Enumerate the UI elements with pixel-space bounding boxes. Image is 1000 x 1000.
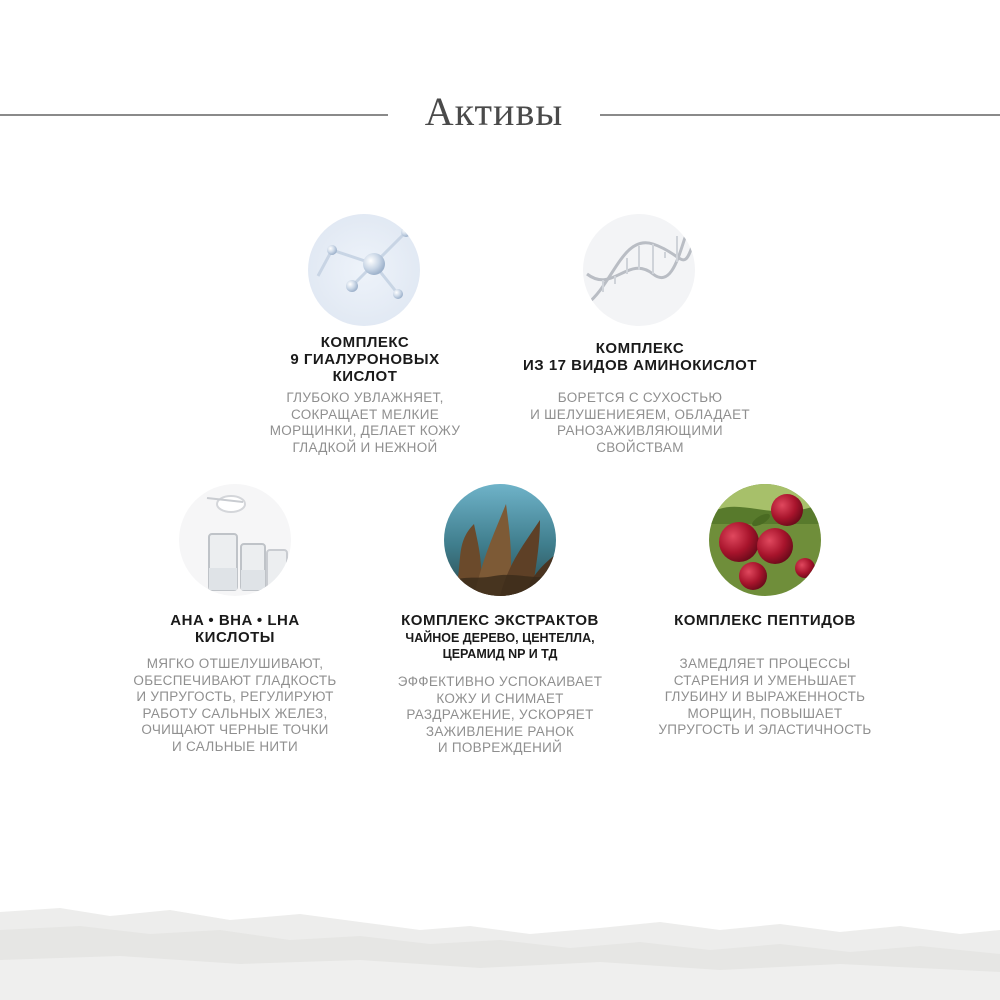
item-title: КОМПЛЕКС 9 ГИАЛУРОНОВЫХ КИСЛОТ [290, 334, 440, 385]
active-item-peptides [640, 484, 890, 764]
item-title: AHA • BHA • LHA КИСЛОТЫ [170, 612, 300, 646]
item-description: ЗАМЕДЛЯЕТ ПРОЦЕССЫ СТАРЕНИЯ И УМЕНЬШАЕТ ГЛУБИНУ И ВЫРАЖЕННОСТЬ МОРЩИН, ПОВЫШАЕТ УПРУГОСТЬ И ЭЛАСТИЧНОСТЬ [658, 656, 872, 737]
item-title: КОМПЛЕКС ПЕПТИДОВ [674, 612, 856, 629]
item-description: ЭФФЕКТИВНО УСПОКАИВАЕТ КОЖУ И СНИМАЕТ РАЗДРАЖЕНИЕ, УСКОРЯЕТ ЗАЖИВЛЕНИЕ РАНОК И ПОВРЕЖДЕНИЙ [397, 674, 603, 755]
seaweed-icon [444, 484, 556, 596]
apple-icon [709, 484, 821, 596]
item-description: БОРЕТСЯ С СУХОСТЬЮ И ШЕЛУШЕНИЕЯЕМ, ОБЛАДАЕТ РАНОЗАЖИВЛЯЮЩИМИ СВОЙСТВАМ [530, 390, 750, 455]
active-item-amino-acids [490, 214, 790, 464]
torn-paper-decoration [0, 900, 1000, 1000]
item-title: КОМПЛЕКС ЭКСТРАКТОВ [401, 612, 599, 629]
item-description: ГЛУБОКО УВЛАЖНЯЕТ, СОКРАЩАЕТ МЕЛКИЕ МОРЩИНКИ, ДЕЛАЕТ КОЖУ ГЛАДКОЙ И НЕЖНОЙ [269, 390, 461, 455]
item-title: КОМПЛЕКС ИЗ 17 ВИДОВ АМИНОКИСЛОТ [522, 340, 758, 374]
dna-icon [583, 214, 695, 326]
lab-glass-icon [179, 484, 291, 596]
active-item-hyaluronic [240, 214, 490, 464]
page-title: Активы [424, 89, 564, 134]
active-item-acids [110, 484, 360, 764]
title-divider-right [600, 114, 1000, 116]
molecule-icon [308, 214, 420, 326]
item-description: МЯГКО ОТШЕЛУШИВАЮТ, ОБЕСПЕЧИВАЮТ ГЛАДКОСТЬ И УПРУГОСТЬ, РЕГУЛИРУЮТ РАБОТУ САЛЬНЫХ ЖЕЛЕЗ, ОЧИЩАЮТ ЧЕРНЫЕ ТОЧКИ И САЛЬНЫЕ НИТИ [133, 656, 337, 754]
active-item-extracts [375, 484, 625, 764]
item-subtitle: ЧАЙНОЕ ДЕРЕВО, ЦЕНТЕЛЛА, ЦЕРАМИД NP И ТД [405, 631, 595, 661]
title-divider-left [0, 114, 388, 116]
header [0, 88, 1000, 144]
